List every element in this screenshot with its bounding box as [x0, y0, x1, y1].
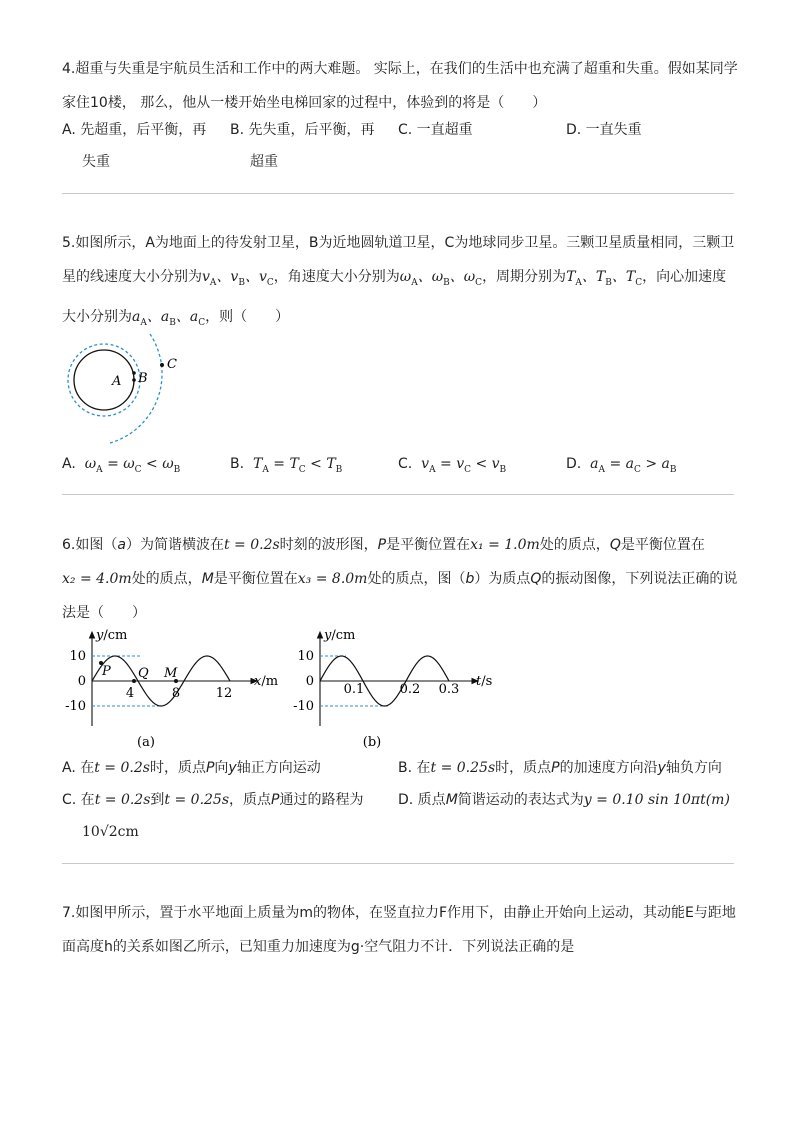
q6-text: 是平衡位置在 [213, 571, 298, 587]
question-4 [62, 52, 738, 120]
q6-text: Q [609, 537, 621, 553]
q4-option-b-line2: 超重 [250, 154, 278, 170]
opt-math: t = 0.25s [164, 792, 230, 808]
y-tick: 0 [77, 674, 86, 689]
opt-math: t = 0.2s [94, 760, 150, 776]
q5-text: 星的线速度大小分别为 [62, 269, 202, 285]
q5-text: ，角速度大小分别为 [273, 269, 400, 285]
opt-text: D. 质点 [398, 792, 446, 808]
q5-option-b-formula: $T_A = T_C < T_B$ [252, 456, 343, 475]
question-7-line-1: 7.如图甲所示，置于水平地面上质量为m的物体，在竖直拉力F作用下，由静止开始向上运动，其动能E与距地 [62, 905, 736, 921]
question-6-line-1 [62, 528, 738, 562]
q5-omega-symbols: $\omega_A$、$\omega_B$、$\omega_C$ [399, 269, 483, 288]
opt-math: t = 0.2s [94, 792, 151, 808]
q4-option-c-line1: C. 一直超重 [398, 122, 473, 138]
x-tick: 0.2 [399, 682, 421, 697]
y-axis-label: y/cm [96, 628, 128, 643]
opt-text: 通过的路程为 [279, 792, 364, 808]
y-tick: 10 [69, 649, 86, 664]
q5-text: 大小分别为 [62, 308, 132, 325]
q5-option-a[interactable] [62, 448, 180, 486]
label-p: P [102, 664, 111, 679]
opt-text: 轴负方向 [665, 760, 722, 776]
y-tick: 0 [305, 674, 314, 689]
q6-text: a [117, 537, 126, 553]
x-tick: 4 [125, 686, 135, 701]
q4-option-a-line2: 失重 [82, 154, 110, 170]
opt-text: 简谐运动的表达式为 [457, 792, 584, 808]
vibration-figure-b [290, 622, 500, 752]
q4-option-a[interactable] [62, 114, 206, 178]
q6-text: 时刻的波形图， [279, 537, 378, 553]
opt-text: 向 [214, 760, 229, 776]
q6-text: 是平衡位置在 [386, 537, 471, 553]
label-c: C [167, 357, 177, 372]
wave-figure-a [62, 622, 292, 752]
point-q [132, 679, 136, 683]
q5-option-c-formula: $v_A = v_C < v_B$ [421, 456, 507, 475]
q4-option-b[interactable] [230, 114, 375, 178]
q6-text: Q [530, 571, 542, 587]
q4-option-b-line1: B. 先失重，后平衡，再 [230, 122, 375, 138]
opt-math: y = 0.10 sin 10πt(m) [583, 792, 730, 808]
q5-option-a-formula: $\omega_A = \omega_C < \omega_B$ [84, 456, 181, 475]
q6-math: x₃ = 8.0m [297, 571, 368, 587]
question-6-line-2 [62, 562, 738, 596]
opt-math: t = 0.25s [430, 760, 496, 776]
q6-text: ）为质点 [474, 571, 531, 587]
q6-text: P [377, 537, 387, 553]
question-7 [62, 896, 738, 964]
opt-text: 时，质点 [495, 760, 552, 776]
q4-option-a-line1: A. 先超重，后平衡，再 [62, 122, 207, 138]
opt-text: 的加速度方向沿 [559, 760, 658, 776]
opt-text: y [657, 760, 666, 776]
q5-text: ，周期分别为 [482, 269, 567, 285]
satellite-b-dot [132, 371, 136, 375]
q5-velocity-symbols: $v_A$、$v_B$、$v_C$ [202, 269, 274, 288]
opt-text: P [271, 792, 280, 808]
question-4-line-1: 4.超重与失重是宇航员生活和工作中的两大难题。 实际上，在我们的生活中也充满了超重和失重。假如某同学 [62, 61, 738, 77]
q5-text: ，则（ ） [205, 308, 290, 325]
opt-text: M [445, 792, 458, 808]
q6-text: ）为简谐横波在 [125, 537, 224, 553]
q5-option-d-formula: $a_A = a_C > a_B$ [590, 456, 677, 475]
y-tick: -10 [65, 699, 86, 714]
earth-circle [74, 350, 134, 410]
near-earth-orbit [68, 344, 140, 416]
q6-math: x₁ = 1.0m [470, 537, 540, 553]
caption-b: (b) [362, 735, 382, 750]
q6-text: 6.如图（ [62, 537, 118, 553]
question-4-line-2: 家住10楼， 那么，他从一楼开始坐电梯回家的过程中，体验到的将是（ ） [62, 95, 547, 111]
x-tick: 0.3 [438, 682, 460, 697]
opt-text: 时，质点 [149, 760, 206, 776]
q6-text: M [201, 571, 214, 587]
q6-text: 处的质点， [539, 537, 610, 553]
satellite-a-dot [132, 378, 136, 382]
q6-option-c[interactable] [62, 784, 363, 848]
label-q: Q [138, 666, 149, 681]
q5-period-symbols: $T_A$、$T_B$、$T_C$ [566, 269, 643, 288]
q6-option-d[interactable] [398, 784, 730, 816]
q5-option-b-letter: B. [230, 456, 245, 472]
q5-text: ，向心加速度 [642, 269, 727, 285]
q4-option-d-line1: D. 一直失重 [566, 122, 642, 138]
q6-text: 处的质点，图（ [367, 571, 466, 587]
divider [62, 193, 734, 194]
opt-text: y [228, 760, 237, 776]
y-axis-label: y/cm [324, 628, 356, 643]
opt-text: P [551, 760, 560, 776]
question-6-line-3: 法是（ ） [62, 605, 146, 621]
opt-text: B. 在 [398, 760, 431, 776]
opt-text: A. 在 [62, 760, 95, 776]
opt-math: 10√2cm [82, 824, 139, 840]
question-5 [62, 226, 738, 340]
q6-math: t = 0.2s [223, 537, 280, 553]
orbit-figure [62, 328, 192, 446]
label-b: B [138, 371, 148, 386]
caption-a: (a) [137, 735, 155, 750]
question-6 [62, 528, 738, 630]
y-tick: -10 [293, 699, 314, 714]
q5-option-d-letter: D. [566, 456, 582, 472]
q6-option-b[interactable] [398, 752, 722, 784]
q5-option-c-letter: C. [398, 456, 413, 472]
x-axis-label: x/m [254, 674, 279, 689]
x-tick: 12 [215, 686, 233, 701]
q6-text: 处的质点， [131, 571, 202, 587]
opt-text: ，质点 [229, 792, 272, 808]
q4-option-c[interactable] [398, 114, 473, 146]
satellite-c-dot [160, 363, 164, 367]
divider [62, 494, 734, 495]
label-m: M [164, 666, 178, 681]
q6-text: 的振动图像，下列说法正确的说 [541, 571, 738, 587]
q6-option-a[interactable] [62, 752, 321, 784]
q5-option-a-letter: A. [62, 456, 76, 472]
t-axis-label: t/s [476, 674, 493, 689]
q5-option-b[interactable] [230, 448, 342, 486]
q5-accel-symbols: $a_A$、$a_B$、$a_C$ [132, 308, 206, 328]
opt-text: P [205, 760, 215, 776]
opt-text: 轴正方向运动 [236, 760, 321, 776]
opt-text: C. 在 [62, 792, 95, 808]
y-tick: 10 [297, 649, 314, 664]
question-5-line-2 [62, 260, 738, 300]
opt-text: 到 [150, 792, 165, 808]
q4-option-d[interactable] [566, 114, 642, 146]
question-7-line-2: 面高度h的关系如图乙所示，已知重力加速度为g·空气阻力不计．下列说法正确的是 [62, 939, 575, 955]
x-tick: 0.1 [343, 682, 365, 697]
q6-text: b [465, 571, 475, 587]
q5-option-d[interactable] [566, 448, 676, 486]
question-5-line-1: 5.如图所示，A为地面上的待发射卫星，B为近地圆轨道卫星，C为地球同步卫星。三颗卫星质量相同，三颗卫 [62, 235, 735, 251]
q5-option-c[interactable] [398, 448, 506, 486]
x-tick: 8 [171, 686, 181, 701]
q6-math: x₂ = 4.0m [62, 571, 132, 587]
label-a: A [112, 374, 122, 389]
divider [62, 863, 734, 864]
q6-text: 是平衡位置在 [620, 537, 705, 553]
